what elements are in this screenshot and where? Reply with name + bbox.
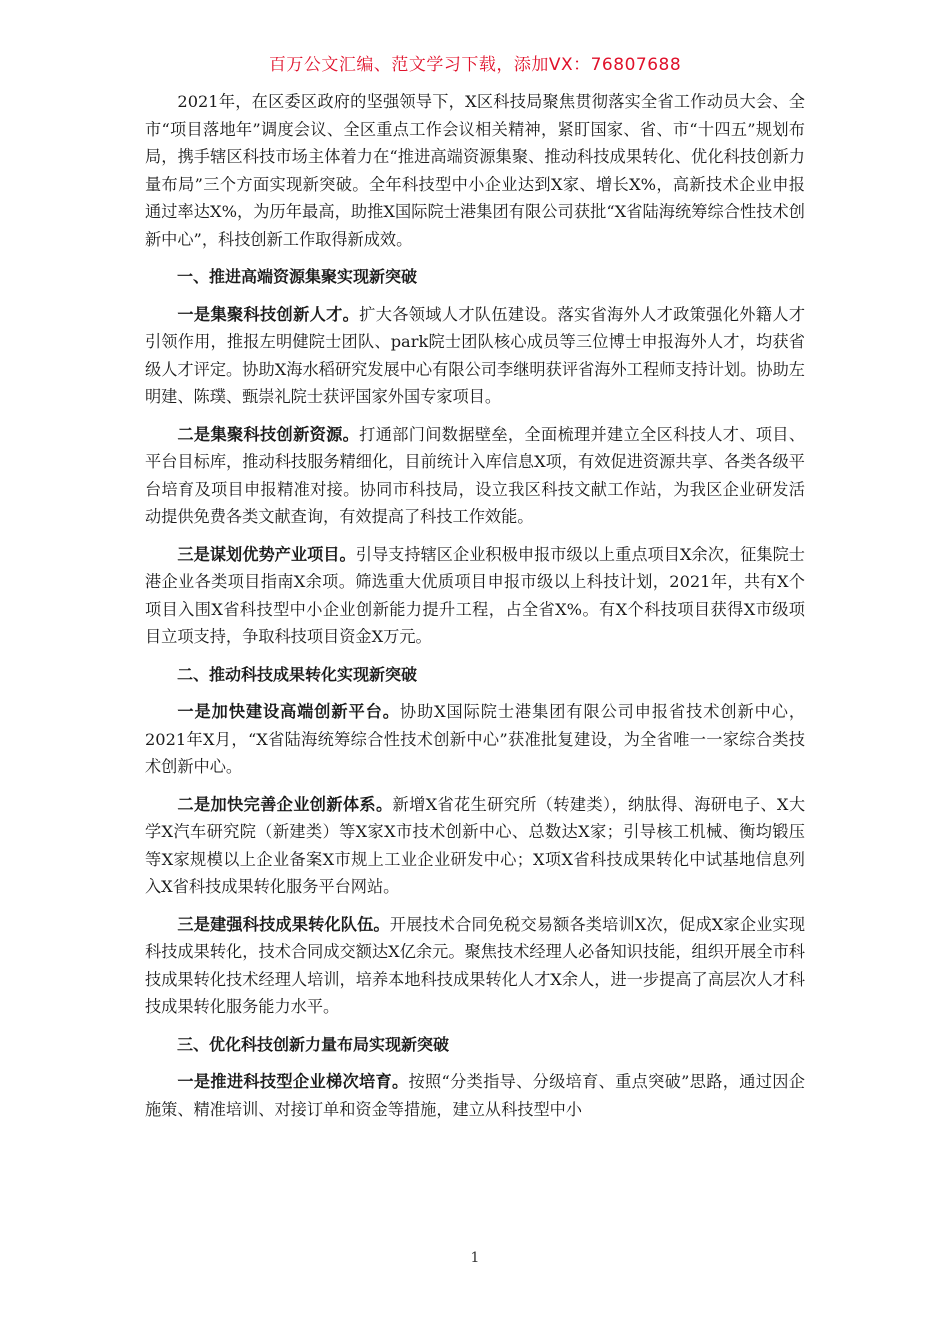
paragraph-lead: 一是集聚科技创新人才。	[177, 304, 360, 324]
header-banner: 百万公文汇编、范文学习下载，添加VX：76807688	[268, 55, 682, 75]
paragraph-1-3	[145, 541, 805, 651]
section-heading-3: 三、优化科技创新力量布局实现新突破	[177, 1034, 450, 1054]
paragraph-1-1	[145, 301, 805, 411]
paragraph-text: 打通部门间数据壁垒，全面梳理并建立全区科技人才、项目、平台目标库，推动科技服务精细化，目前统计入库信息X项，有效促进资源共享、各类各级平台培育及项目申报精准对接。协同市科技局，设立我区科技文献工作站，为我区企业研发活动提供免费各类文献查询，有效提高了科技工作效能。	[145, 424, 806, 526]
paragraph-lead: 二是加快完善企业创新体系。	[177, 794, 393, 814]
paragraph-text: 按照“分类指导、分级培育、重点突破”思路，通过因企施策、精准培训、对接订单和资金等措施，建立从科技型中小	[145, 1072, 805, 1119]
intro-paragraph: 2021年，在区委区政府的坚强领导下，X区科技局聚焦贯彻落实全省工作动员大会、全市“项目落地年”调度会议、全区重点工作会议相关精神，紧盯国家、省、市“十四五”规划布局，携手辖区科技市场主体着力在“推进高端资源集聚、推动科技成果转化、优化科技创新力量布局”三个方面实现新突破。全年科技型中小企业达到X家、增长X%，高新技术企业申报通过率达X%，为历年最高，助推X国际院士港集团有限公司获批“X省陆海统筹综合性技术创新中心”，科技创新工作取得新成效。	[145, 92, 805, 249]
paragraph-lead: 一是推进科技型企业梯次培育。	[177, 1072, 409, 1091]
page-number: 1	[470, 1250, 480, 1266]
section-heading-2: 二、推动科技成果转化实现新突破	[177, 664, 418, 684]
paragraph-1-2	[145, 421, 805, 531]
paragraph-text: 开展技术合同免税交易额各类培训X次，促成X家企业实现科技成果转化，技术合同成交额达X亿余元。聚焦技术经理人必备知识技能，组织开展全市科技成果转化技术经理人培训，培养本地科技成果转化人才X余人，进一步提高了高层次人才科技成果转化服务能力水平。	[145, 914, 806, 1016]
paragraph-lead: 三是建强科技成果转化队伍。	[177, 914, 390, 934]
paragraph-2-2	[145, 791, 805, 901]
document-body	[145, 88, 805, 1133]
paragraph-text: 引导支持辖区企业积极申报市级以上重点项目X余次，征集院士港企业各类项目指南X余项。筛选重大优质项目申报市级以上科技计划，2021年，共有X个项目入围X省科技型中小企业创新能力提升工程，占全省X%。有X个科技项目获得X市级项目立项支持，争取科技项目资金X万元。	[145, 544, 805, 646]
paragraph-2-3	[145, 911, 805, 1021]
section-heading-1: 一、推进高端资源集聚实现新突破	[177, 267, 418, 286]
paragraph-text: 协助X国际院士港集团有限公司申报省技术创新中心，2021年X月，“X省陆海统筹综合性技术创新中心”获准批复建设，为全省唯一一家综合类技术创新中心。	[145, 702, 806, 776]
paragraph-lead: 一是加快建设高端创新平台。	[177, 702, 400, 721]
paragraph-text: 扩大各领域人才队伍建设。落实省海外人才政策强化外籍人才引领作用，推报左明健院士团队、park院士团队核心成员等三位博士申报海外人才，均获省级人才评定。协助X海水稻研究发展中心有限公司李继明获评省海外工程师支持计划。协助左明建、陈璞、甄崇礼院士获评国家外国专家项目。	[145, 304, 806, 406]
paragraph-text: 新增X省花生研究所（转建类），纳肽得、海研电子、X大学X汽车研究院（新建类）等X家X市技术创新中心、总数达X家；引导核工机械、衡均锻压等X家规模以上企业备案X市规上工业企业研发中心；X项X省科技成果转化中试基地信息列入X省科技成果转化服务平台网站。	[145, 794, 806, 896]
paragraph-lead: 二是集聚科技创新资源。	[177, 424, 360, 444]
paragraph-lead: 三是谋划优势产业项目。	[177, 544, 356, 564]
paragraph-2-1	[145, 698, 805, 781]
paragraph-3-1	[145, 1068, 805, 1123]
